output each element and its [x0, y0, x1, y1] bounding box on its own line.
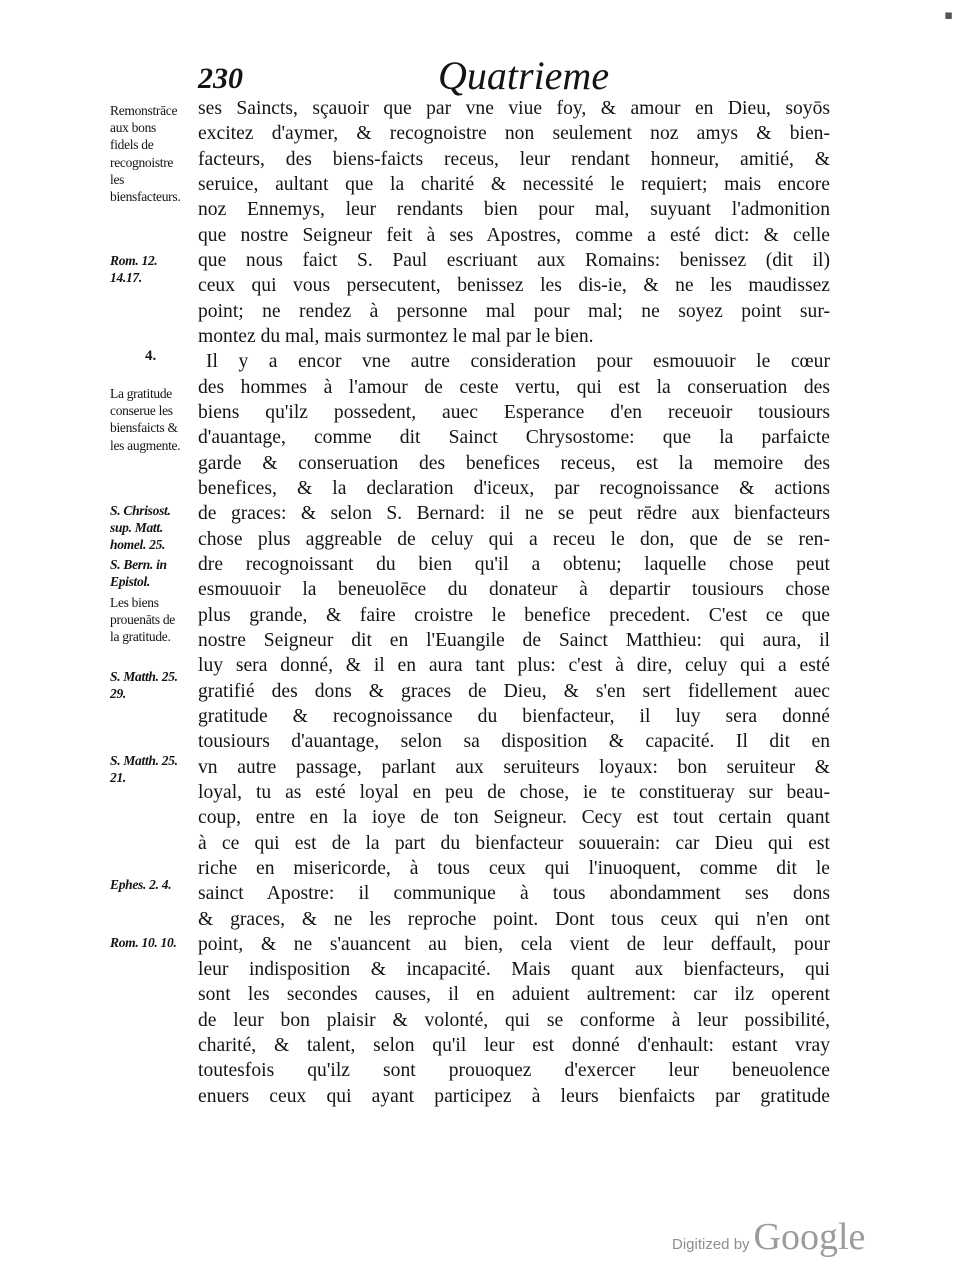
- running-title: Quatrieme: [438, 53, 610, 98]
- margin-reference: Rom. 10. 10.: [110, 935, 177, 950]
- margin-reference: S. Matth. 25. 29.: [110, 669, 178, 702]
- text-line: dre recognoissant du bien qu'il a obtenu; laquelle chose peut: [198, 553, 830, 575]
- margin-reference: S. Bern. in Epistol.: [110, 557, 167, 590]
- text-line: point, & ne s'auancent au bien, cela vient de leur deffault, pour: [198, 933, 830, 955]
- text-line: & graces, & ne les reproche point. Dont tous ceux qui n'en ont: [198, 908, 830, 930]
- text-line: sainct Apostre: il communique à tous abondamment ses dons: [198, 883, 830, 905]
- text-line: tousiours d'auantage, selon sa disposition & capacité. Il dit en: [198, 731, 830, 753]
- text-line: montez du mal, mais surmontez le mal par le bien.: [198, 325, 594, 347]
- margin-reference: Ephes. 2. 4.: [110, 877, 172, 892]
- body-text: [198, 96, 830, 1109]
- section-number: 4.: [145, 348, 157, 364]
- text-line: que nostre Seigneur feit à ses Apostres, comme a esté dict: & celle: [198, 224, 830, 246]
- text-line: chose plus aggreable de celuy qui a receu le don, que de se ren-: [198, 528, 830, 550]
- google-logo: Google: [753, 1216, 866, 1258]
- margin-note: La gratitude conserue les biensfaicts & les augmente.: [110, 386, 181, 453]
- text-line: ses Saincts, sçauoir que par vne viue foy, & amour en Dieu, soyōs: [198, 98, 830, 119]
- text-line: d'auantage, comme dit Sainct Chrysostome: que la parfaicte: [198, 427, 830, 449]
- text-line: point; ne rendez à personne mal pour mal; ne soyez point sur-: [198, 300, 830, 322]
- text-line: esmouuoir la beneuolēce du donateur à departir tousiours chose: [198, 579, 830, 601]
- text-line: ceux qui vous persecutent, benissez les dis-ie, & ne les maudissez: [198, 275, 830, 297]
- digitized-label: Digitized by: [672, 1236, 750, 1253]
- text-line: biens qu'ilz possedent, auec Esperance d'en receuoir tousiours: [198, 401, 830, 423]
- text-line: enuers ceux qui ayant participez à leurs bienfaicts par gratitude: [198, 1085, 830, 1107]
- text-line: vn autre passage, parlant aux seruiteurs loyaux: bon seruiteur &: [198, 756, 830, 778]
- text-line: leur indisposition & incapacité. Mais quant aux bienfacteurs, qui: [198, 959, 830, 981]
- text-line: des hommes à l'amour de ceste vertu, qui est la conseruation des: [198, 376, 830, 398]
- text-line: benefices, & la declaration d'iceux, par recognoissance & actions: [198, 477, 830, 499]
- text-line: toutesfois qu'ilz sont prouoquez d'exercer leur beneuolence: [198, 1060, 830, 1082]
- page-number: 230: [198, 62, 243, 95]
- margin-reference: S. Matth. 25. 21.: [110, 753, 178, 786]
- text-line: loyal, tu as esté loyal en peu de chose, ie te constitueray sur beau-: [198, 781, 830, 803]
- text-line: facteurs, des biens-faicts receus, leur rendant honneur, amitié, &: [198, 148, 830, 170]
- text-line: excitez d'aymer, & recognoistre non seulement noz amys & bien-: [198, 123, 830, 145]
- corner-mark: ▪: [944, 8, 953, 23]
- text-line: garde & conseruation des benefices receus, est la memoire des: [198, 452, 830, 474]
- text-line: seruice, aultant que la charité & necessité le requiert; mais encore: [198, 173, 830, 195]
- margin-reference: Rom. 12. 14.17.: [110, 253, 158, 286]
- digitized-by-watermark: [672, 1215, 865, 1259]
- text-line: à ce qui est de la part du bienfacteur souuerain: car Dieu qui est: [198, 832, 830, 854]
- margin-note: Remonstrāce aux bons fidels de recognoistre les biensfacteurs.: [110, 103, 181, 205]
- text-line: noz Ennemys, leur rendants bien pour mal, suyuant l'admonition: [198, 199, 830, 221]
- text-line: que nous faict S. Paul escriuant aux Romains: benissez (dit il): [198, 249, 830, 271]
- text-line: nostre Seigneur dit en l'Euangile de Sainct Matthieu: qui aura, il: [198, 629, 830, 651]
- text-line: de graces: & selon S. Bernard: il ne se peut rēdre aux bienfacteurs: [198, 503, 830, 525]
- text-line: sont les secondes causes, il en aduient aultrement: car ilz operent: [198, 984, 830, 1006]
- text-line: de leur bon plaisir & volonté, qui se conforme à leur possibilité,: [198, 1009, 830, 1031]
- text-line: riche en misericorde, à tous ceux qui l'inuoquent, comme dit le: [198, 857, 830, 879]
- text-line: plus grande, & faire croistre le benefice precedent. C'est ce que: [198, 604, 830, 626]
- margin-note: Les biens prouenāts de la gratitude.: [110, 595, 176, 645]
- paragraph-start-line: Il y a encor vne autre consideration pour esmouuoir le cœur: [206, 351, 830, 373]
- text-line: coup, entre en la ioye de ton Seigneur. Cecy est tout certain quant: [198, 807, 830, 829]
- text-line: gratifié des dons & graces de Dieu, & s'en sert fidellement auec: [198, 680, 830, 702]
- text-line: luy sera donné, & il en aura tant plus: c'est à dire, celuy qui a esté: [198, 655, 830, 677]
- margin-reference: S. Chrisost. sup. Matt. homel. 25.: [110, 503, 171, 553]
- text-line: charité, & talent, selon qu'il leur est donné d'enhault: estant vray: [198, 1035, 830, 1057]
- text-line: gratitude & recognoissance du bienfacteur, il luy sera donné: [198, 705, 830, 727]
